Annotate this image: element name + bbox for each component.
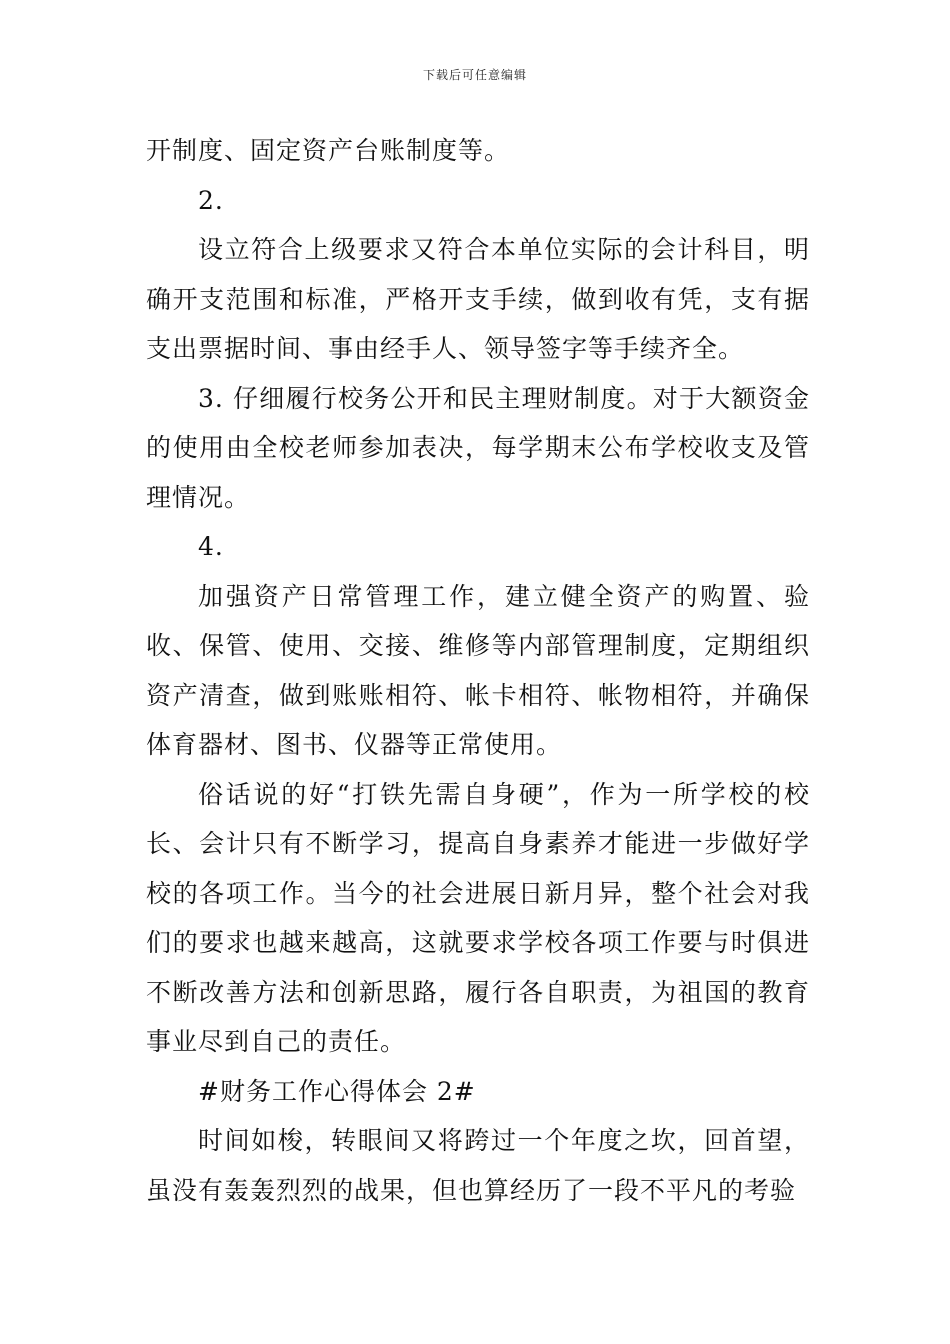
paragraph-asset-management: 加强资产日常管理工作，建立健全资产的购置、验收、保管、使用、交接、维修等内部管理制度，定期组织资产清查，做到账账相符、帐卡相符、帐物相符，并确保体育器材、图书、仪器等正常使用。 bbox=[146, 581, 810, 759]
paragraph-self-improvement: 俗话说的好“打铁先需自身硬”，作为一所学校的校长、会计只有不断学习，提高自身素养才能进一步做好学校的各项工作。当今的社会进展日新月异，整个社会对我们的要求也越来越高，这就要求学校各项工作要与时俱进不断改善方法和创新思路，履行各自职责，为祖国的教育事业尽到自己的责任。 bbox=[146, 779, 810, 1056]
list-number-4: 4. bbox=[198, 532, 224, 561]
paragraph-year-review: 时间如梭，转眼间又将跨过一个年度之坎，回首望，虽没有轰轰烈烈的战果，但也算经历了一段不平凡的考验 bbox=[146, 1126, 810, 1205]
page-header-note: 下载后可任意编辑 bbox=[422, 68, 527, 82]
paragraph-accounting-subjects: 设立符合上级要求又符合本单位实际的会计科目，明确开支范围和标准，严格开支手续，做到收有凭，支有据支出票据时间、事由经手人、领导签字等手续齐全。 bbox=[146, 235, 810, 363]
paragraph-item-3: 3. 仔细履行校务公开和民主理财制度。对于大额资金的使用由全校老师参加表决，每学期末公布学校收支及管理情况。 bbox=[146, 383, 810, 512]
document-body bbox=[146, 126, 810, 1215]
list-number-2: 2. bbox=[198, 185, 224, 215]
section-heading: #财务工作心得体会 2# bbox=[198, 1076, 476, 1106]
paragraph-continuation: 开制度、固定资产台账制度等。 bbox=[146, 136, 511, 165]
